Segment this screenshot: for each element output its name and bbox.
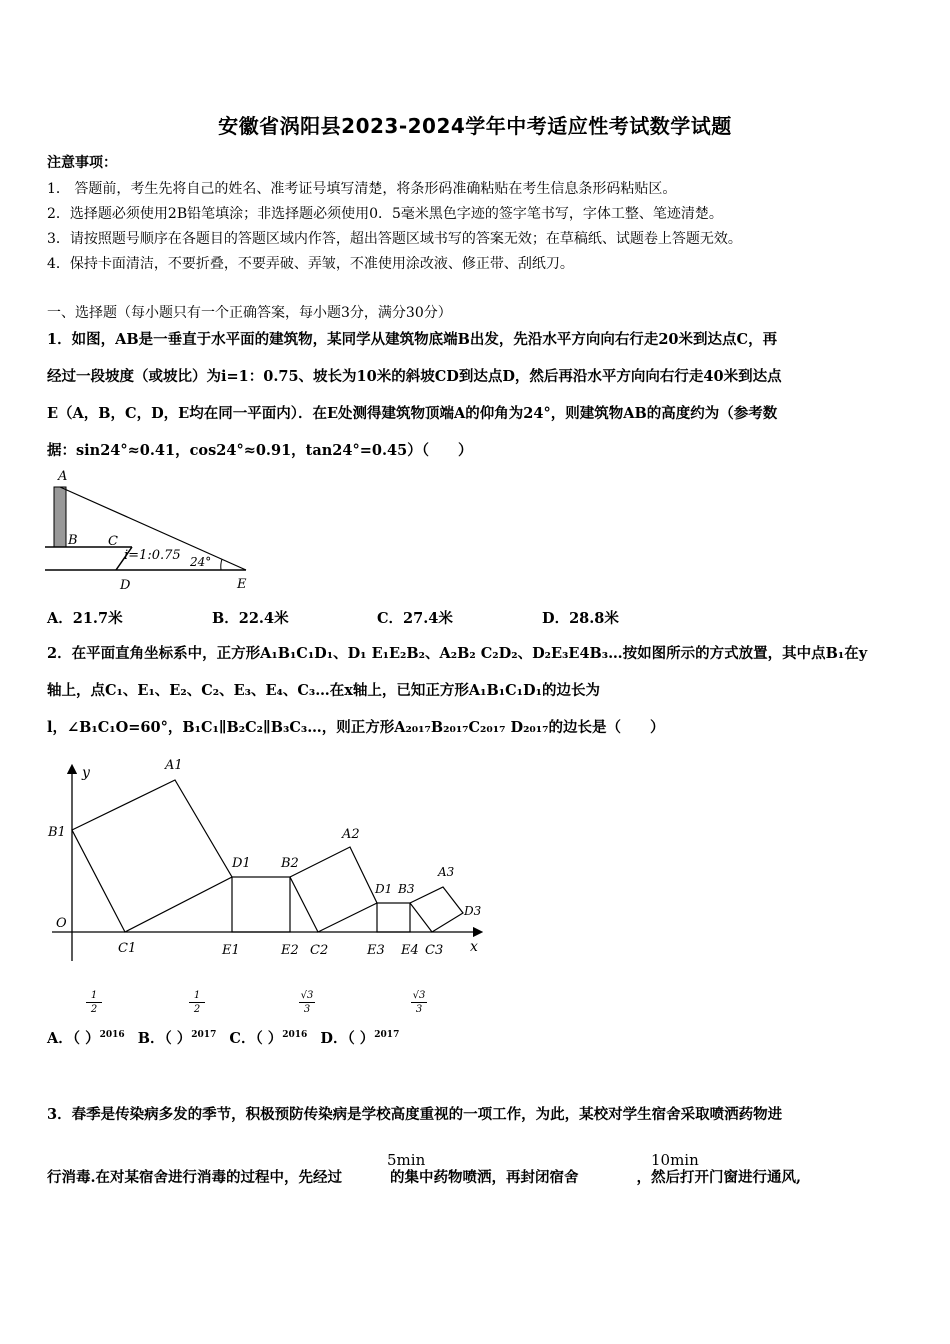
label-b3: B3 — [398, 882, 415, 896]
label-b1: B1 — [48, 825, 66, 840]
label-b2: B2 — [281, 856, 299, 871]
label-d: D — [120, 578, 131, 593]
q1-figure — [40, 465, 265, 593]
label-c3: C3 — [425, 943, 444, 958]
q1-line: E（A，B，C，D，E均在同一平面内）．在E处测得建筑物顶端A的仰角为24°，则建筑物AB的高度约为（参考数 — [47, 405, 778, 422]
fraction-b: 1 2 — [187, 990, 207, 1015]
section-heading: 一、选择题（每小题只有一个正确答案，每小题3分，满分30分） — [47, 305, 452, 321]
q1-choice-a[interactable]: A．21.7米 — [47, 610, 123, 627]
label-d1: D1 — [232, 856, 251, 871]
label-a3: A3 — [438, 865, 455, 879]
label-e: E — [237, 577, 247, 592]
fraction-a: 1 2 — [84, 990, 104, 1015]
label-d1b: D1 — [375, 882, 393, 896]
math-5min: 5min — [387, 1151, 426, 1169]
label-e2: E2 — [281, 943, 299, 958]
q1-line: 经过一段坡度（或坡比）为i=1：0.75、坡长为10米的斜坡CD到达点D，然后再沿水平方向向右行走40米到达点 — [47, 368, 782, 385]
notice-item: 4．保持卡面清洁，不要折叠，不要弄破、弄皱，不准使用涂改液、修正带、刮纸刀。 — [47, 256, 574, 272]
q2-line: 2．在平面直角坐标系中，正方形A₁B₁C₁D₁、D₁ E₁E₂B₂、A₂B₂ C₂D₂、D₂E₃E4B₃…按如图所示的方式放置，其中点B₁在y — [47, 645, 868, 662]
q3-line: 行消毒.在对某宿舍进行消毒的过程中，先经过 的集中药物喷洒，再封闭宿舍 ，然后打开门窗进行通风, — [47, 1169, 802, 1186]
label-c1: C1 — [118, 941, 137, 956]
fraction-d: √3 3 — [412, 990, 426, 1015]
origin-label: O — [56, 916, 67, 931]
label-c: C — [108, 534, 118, 549]
q1-line: 1．如图，AB是一垂直于水平面的建筑物，某同学从建筑物底端B出发，先沿水平方向向右行走20米到达点C，再 — [47, 331, 778, 348]
axis-y: y — [82, 765, 90, 781]
q3-line: 3．春季是传染病多发的季节，积极预防传染病是学校高度重视的一项工作，为此，某校对学生宿舍采取喷洒药物进 — [47, 1106, 783, 1123]
notice-heading: 注意事项： — [47, 155, 117, 171]
page-title: 安徽省涡阳县2023-2024学年中考适应性考试数学试题 — [218, 114, 732, 138]
math-10min: 10min — [651, 1151, 699, 1169]
q2-choice-d[interactable]: D．（ ）$^{2017}$ — [320, 1030, 400, 1047]
label-b: B — [68, 533, 78, 548]
label-e3: E3 — [367, 943, 385, 958]
slope-label: i=1:0.75 — [124, 548, 181, 563]
notice-item: 1． 答题前，考生先将自己的姓名、准考证号填写清楚，将条形码准确粘贴在考生信息条形码粘贴区。 — [47, 181, 677, 197]
q2-choice-b[interactable]: B．（ ）$^{2017}$ — [137, 1030, 217, 1047]
q2-line: l，∠B₁C₁O=60°，B₁C₁∥B₂C₂∥B₃C₃…，则正方形A₂₀₁₇B₂₀₁₇C₂₀₁₇ D₂₀₁₇的边长是（ ） — [47, 719, 665, 736]
notice-item: 3．请按照题号顺序在各题目的答题区域内作答，超出答题区域书写的答案无效；在草稿纸、试题卷上答题无效。 — [47, 231, 742, 247]
label-d3: D3 — [464, 904, 482, 918]
label-e4: E4 — [401, 943, 419, 958]
axis-x: x — [470, 939, 478, 955]
q1-choice-d[interactable]: D．28.8米 — [542, 610, 619, 627]
q1-choice-b[interactable]: B．22.4米 — [212, 610, 289, 627]
label-a2: A2 — [342, 827, 360, 842]
q1-choice-c[interactable]: C．27.4米 — [377, 610, 453, 627]
q1-line: 据：sin24°≈0.41，cos24°≈0.91，tan24°=0.45）（ ） — [47, 442, 473, 459]
angle-label: 24° — [190, 555, 212, 569]
label-e1: E1 — [222, 943, 240, 958]
q2-line: 轴上，点C₁、E₁、E₂、C₂、E₃、E₄、C₃…在x轴上，已知正方形A₁B₁C₁D₁的边长为 — [47, 682, 600, 699]
label-a: A — [58, 469, 68, 484]
fraction-c: √3 3 — [300, 990, 314, 1015]
q2-figure — [40, 755, 490, 970]
label-c2: C2 — [310, 943, 329, 958]
notice-item: 2．选择题必须使用2B铅笔填涂；非选择题必须使用0．5毫米黑色字迹的签字笔书写，字体工整、笔迹清楚。 — [47, 206, 723, 222]
label-a1: A1 — [165, 758, 183, 773]
q2-choice-a[interactable]: A．（ ）$^{2016}$ — [47, 1030, 125, 1047]
q2-choice-c[interactable]: C．（ ）$^{2016}$ — [229, 1030, 308, 1047]
building-ab — [54, 487, 66, 547]
q2-choices — [47, 1027, 399, 1048]
